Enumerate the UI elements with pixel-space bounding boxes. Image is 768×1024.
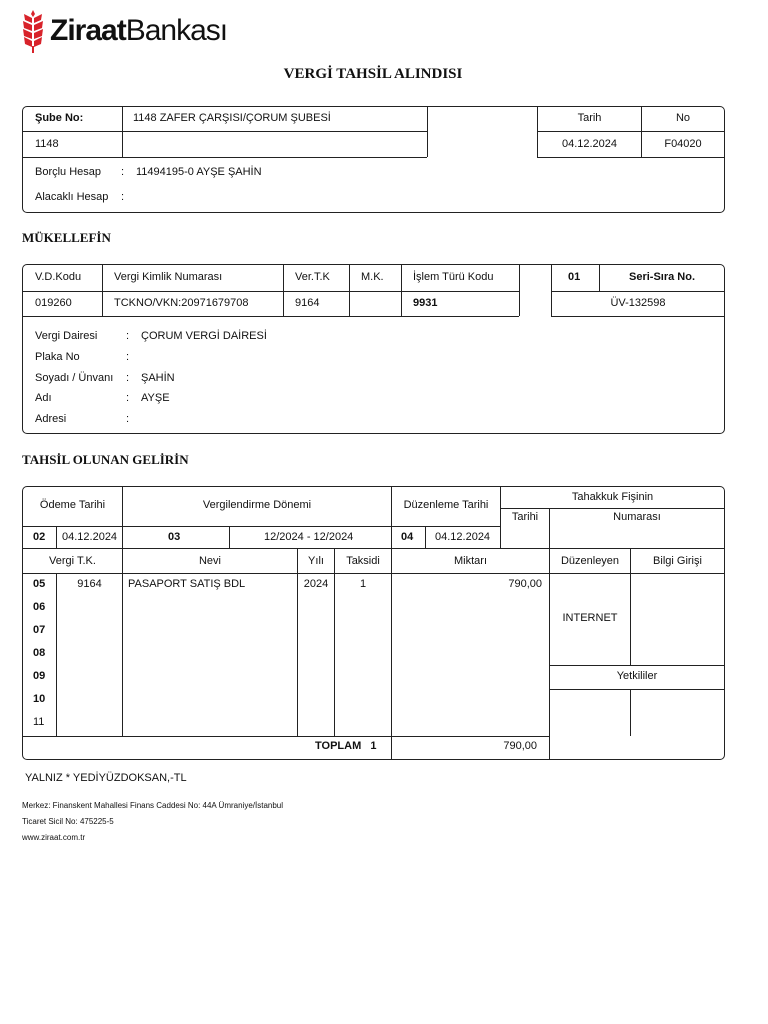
row-vergi-tk: 9164 [77,578,102,590]
code-02: 02 [33,531,46,543]
adi-label: Adı [35,392,52,404]
col-nevi: Nevi [198,555,221,567]
tarih-value: 04.12.2024 [561,138,618,150]
footer-website: www.ziraat.com.tr [22,833,86,842]
vergi-dairesi-value: ÇORUM VERGİ DAİRESİ [141,330,267,342]
adi-colon: : [126,392,130,404]
tahakkuk-label: Tahakkuk Fişinin [571,491,654,503]
vd-kodu-value: 019260 [35,297,72,309]
sube-name: 1148 ZAFER ÇARŞISI/ÇORUM ŞUBESİ [133,112,331,124]
ver-tk-value: 9164 [295,297,320,309]
col-bilgi: Bilgi Girişi [653,555,702,567]
footer-registry: Ticaret Sicil No: 475225-5 [22,817,114,826]
seri-code: 01 [568,271,581,283]
seri-label: Seri-Sıra No. [628,271,696,283]
mk-label: M.K. [361,271,384,283]
tahakkuk-tarihi-label: Tarihi [511,511,539,523]
col-taksidi: Taksidi [346,555,380,567]
plaka-colon: : [126,351,130,363]
vergi-dairesi-label: Vergi Dairesi [35,330,98,342]
col-vergi-tk: Vergi T.K. [49,555,96,567]
toplam-label [315,741,377,752]
alacakli-colon: : [121,191,125,203]
logo-name-bold: Ziraat [50,14,126,47]
row-code: 11 [33,716,45,728]
alacakli-label: Alacaklı Hesap [35,191,109,203]
borclu-colon: : [121,166,125,178]
borclu-value: 11494195-0 AYŞE ŞAHİN [136,166,262,178]
row-taksidi: 1 [359,578,367,590]
row-miktari: 790,00 [508,578,542,590]
code-04: 04 [401,531,414,543]
donem-label: Vergilendirme Dönemi [202,499,312,511]
soyadi-colon: : [126,372,130,384]
col-yili: Yılı [308,555,324,567]
sube-label: Şube No: [35,112,84,124]
duzenleme-label: Düzenleme Tarihi [403,499,489,511]
adres-label: Adresi [35,413,67,425]
tarih-label: Tarih [577,112,602,124]
seri-no-value: ÜV-132598 [610,297,666,309]
row-nevi: PASAPORT SATIŞ BDL [128,578,246,590]
vkn-value: TCKNO/VKN:20971679708 [114,297,249,309]
duzenleyen-value: INTERNET [562,612,618,624]
duzenleme-value: 04.12.2024 [435,531,491,543]
mukellef-section-title: MÜKELLEFİN [22,230,111,245]
soyadi-label: Soyadı / Ünvanı [35,372,114,384]
plaka-label: Plaka No [35,351,80,363]
vd-kodu-label: V.D.Kodu [35,271,82,283]
gelir-section-title: TAHSİL OLUNAN GELİRİN [22,452,189,467]
adres-colon: : [126,413,130,425]
logo-name-light: Bankası [125,14,228,47]
ver-tk-label: Ver.T.K [295,271,330,283]
code-03: 03 [168,531,181,543]
toplam-count: 1 [370,740,377,752]
no-label: No [675,112,691,124]
sube-no: 1148 [35,138,59,150]
odeme-tarihi-value: 04.12.2024 [62,531,118,543]
col-miktari: Miktarı [454,555,487,567]
col-duzenleyen: Düzenleyen [560,555,620,567]
borclu-label: Borçlu Hesap [35,166,102,178]
toplam-label-text: TOPLAM [315,740,362,752]
row-code: 09 [33,670,46,682]
no-value: F04020 [664,138,702,150]
islem-value: 9931 [413,297,438,309]
tahakkuk-no-label: Numarası [613,511,661,523]
row-code: 10 [33,693,46,705]
islem-label: İşlem Türü Kodu [413,271,494,283]
row-code: 08 [33,647,46,659]
vkn-label: Vergi Kimlik Numarası [114,271,223,283]
adi-value: AYŞE [141,392,170,404]
footer-address: Merkez: Finanskent Mahallesi Finans Caddesi No: 44A Ümraniye/İstanbul [22,801,284,810]
yetkililer-label: Yetkililer [616,670,658,682]
donem-value: 12/2024 - 12/2024 [264,531,354,543]
wheat-icon [20,8,46,54]
toplam-value: 790,00 [503,740,537,752]
row-code: 05 [33,578,46,590]
row-code: 07 [33,624,46,636]
soyadi-value: ŞAHİN [141,372,175,384]
ziraat-logo [20,8,240,54]
odeme-tarihi-label: Ödeme Tarihi [39,499,106,511]
row-code: 06 [33,601,46,613]
vergi-dairesi-colon: : [126,330,130,342]
page-title: VERGİ TAHSİL ALINDISI [283,66,463,82]
amount-in-words: YALNIZ * YEDİYÜZDOKSAN,-TL [25,772,187,784]
row-yili: 2024 [303,578,329,590]
